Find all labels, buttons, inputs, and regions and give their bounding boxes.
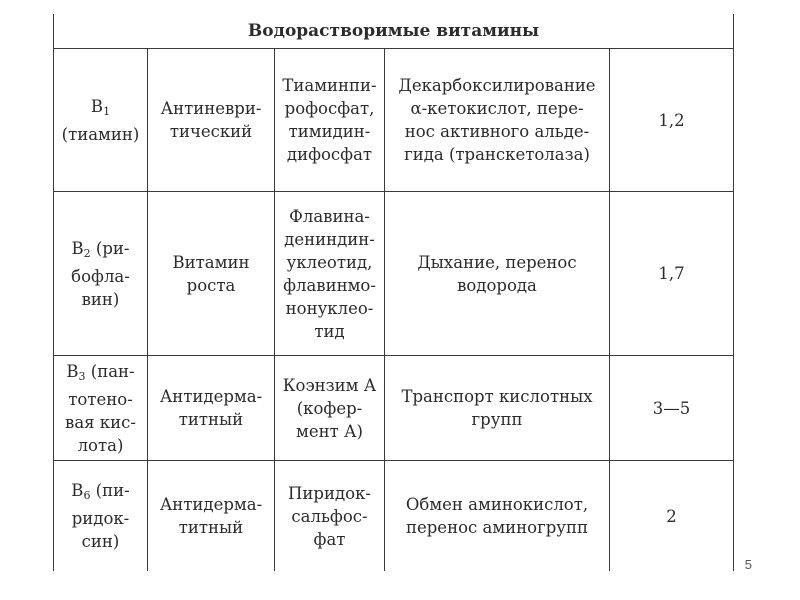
vitamin-cell: $B_3$ (пан- тотено- вая кис- лота) (65, 361, 136, 455)
table-title: Водорастворимые витамины (247, 20, 540, 41)
vitamin-name-cell: Витамин роста (172, 252, 250, 295)
function-cell: Транспорт кислотных групп (401, 387, 593, 429)
function-cell: Дыхание, перенос водорода (417, 252, 577, 295)
coenzyme-cell: Флавина- дениндин- уклеотид, флавинмо- нонуклео- тид (283, 206, 376, 341)
vitamin-name-cell: Антидерма- титный (159, 495, 263, 537)
vitamin-name-cell: Антиневри- тический (160, 99, 262, 141)
vitamin-name-cell: Антидерма- титный (159, 387, 263, 429)
function-cell: Обмен аминокислот, перенос аминогрупп (405, 495, 589, 537)
coenzyme-cell: Тиаминпи- рофосфат, тимидин- дифосфат (282, 76, 377, 164)
coenzyme-cell: Коэнзим А (кофер- мент А) (282, 375, 377, 441)
vitamin-cell: $B_6$ (пи- ридок- син) (71, 481, 130, 551)
page-number: 5 (744, 557, 752, 572)
vitamin-cell: $B_2$ (ри- бофла- вин) (71, 238, 130, 309)
function-cell: Декарбоксилирование α-кетокислот, пере- нос активного альде- гида (транскетолаза) (398, 76, 596, 164)
dose-cell: 3—5 (652, 398, 691, 418)
table-border-right (733, 14, 734, 571)
vitamin-cell: $B_1$ (тиамин) (61, 96, 140, 144)
dose-cell: 2 (666, 506, 677, 526)
coenzyme-cell: Пиридок- сальфос- фат (288, 483, 371, 549)
dose-cell: 1,2 (658, 110, 685, 130)
dose-cell: 1,7 (658, 264, 685, 283)
